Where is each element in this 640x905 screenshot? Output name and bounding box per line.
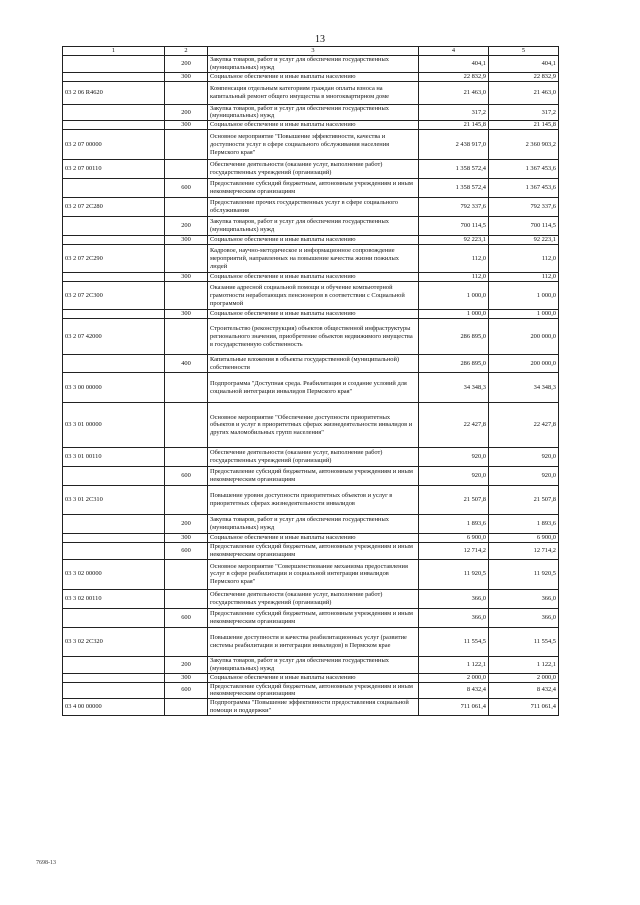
table-row: [63, 355, 559, 373]
row-amount-col5: 8 432,4: [489, 682, 559, 699]
table-row: [63, 72, 559, 81]
row-amount-col5: 1 000,0: [489, 310, 559, 319]
row-expense-type: [165, 198, 208, 217]
table-row: [63, 608, 559, 627]
row-name: Предоставление прочих государственных услуг в сфере социального обслуживания: [208, 198, 419, 217]
row-amount-col4: 2 000,0: [419, 673, 489, 682]
row-expense-type: [165, 319, 208, 355]
row-amount-col5: 711 061,4: [489, 699, 559, 716]
row-code: [63, 121, 165, 130]
row-expense-type: 200: [165, 217, 208, 236]
row-amount-col5: 21 463,0: [489, 81, 559, 104]
row-amount-col5: 34 348,3: [489, 373, 559, 403]
row-expense-type: 300: [165, 273, 208, 282]
row-amount-col5: 920,0: [489, 467, 559, 486]
row-amount-col5: 366,0: [489, 608, 559, 627]
row-amount-col4: 6 900,0: [419, 534, 489, 543]
row-name: Предоставление субсидий бюджетным, автономным учреждениям и иным некоммерческим организациям: [208, 682, 419, 699]
table-row: [63, 198, 559, 217]
row-code: [63, 310, 165, 319]
table-row: [63, 627, 559, 656]
row-code: [63, 56, 165, 73]
row-expense-type: [165, 589, 208, 608]
row-code: [63, 236, 165, 245]
row-name: Основное мероприятие "Повышение эффективности, качества и доступности услуг в сфере социального обслуживания населения Пермского края": [208, 130, 419, 160]
table-row: [63, 486, 559, 515]
row-amount-col5: 366,0: [489, 589, 559, 608]
table-row: [63, 467, 559, 486]
row-code: 03 3 02 00110: [63, 589, 165, 608]
row-amount-col4: 700 114,5: [419, 217, 489, 236]
row-name: Подпрограмма "Доступная среда. Реабилитация и создание условий для социальной интеграции инвалидов Пермского края": [208, 373, 419, 403]
row-expense-type: 200: [165, 515, 208, 534]
row-expense-type: 600: [165, 179, 208, 198]
row-amount-col4: 11 920,5: [419, 559, 489, 589]
row-expense-type: [165, 627, 208, 656]
row-amount-col5: 200 000,0: [489, 355, 559, 373]
row-name: Социальное обеспечение и иные выплаты населению: [208, 673, 419, 682]
row-expense-type: 300: [165, 236, 208, 245]
row-amount-col4: 8 432,4: [419, 682, 489, 699]
row-expense-type: 300: [165, 534, 208, 543]
row-name: Оказание адресной социальной помощи и обучение компьютерной грамотности неработающих пенсионеров в соответствии с Социальной программой: [208, 282, 419, 310]
row-amount-col4: 1 122,1: [419, 656, 489, 673]
table-row: [63, 245, 559, 273]
row-name: Социальное обеспечение и иные выплаты населению: [208, 72, 419, 81]
row-amount-col4: 711 061,4: [419, 699, 489, 716]
row-expense-type: 300: [165, 72, 208, 81]
row-code: 03 3 01 00000: [63, 403, 165, 448]
row-name: Социальное обеспечение и иные выплаты населению: [208, 236, 419, 245]
row-name: Предоставление субсидий бюджетным, автономным учреждениям и иным некоммерческим организациям: [208, 467, 419, 486]
row-amount-col5: 1 367 453,6: [489, 179, 559, 198]
row-name: Повышение уровня доступности приоритетных объектов и услуг в приоритетных сферах жизнедеятельности инвалидов: [208, 486, 419, 515]
row-code: 03 4 00 00000: [63, 699, 165, 716]
table-row: [63, 515, 559, 534]
row-amount-col5: 2 360 903,2: [489, 130, 559, 160]
row-name: Предоставление субсидий бюджетным, автономным учреждениям и иным некоммерческим организациям: [208, 543, 419, 560]
table-row: [63, 81, 559, 104]
row-code: [63, 104, 165, 121]
row-amount-col5: 6 900,0: [489, 534, 559, 543]
row-amount-col5: 404,1: [489, 56, 559, 73]
table-row: [63, 448, 559, 467]
row-expense-type: [165, 160, 208, 179]
column-header: 3: [208, 47, 419, 56]
row-code: 03 3 02 00000: [63, 559, 165, 589]
row-amount-col5: 792 337,6: [489, 198, 559, 217]
table-row: [63, 130, 559, 160]
row-code: [63, 355, 165, 373]
row-amount-col5: 11 920,5: [489, 559, 559, 589]
row-amount-col4: 366,0: [419, 589, 489, 608]
row-name: Обеспечение деятельности (оказание услуг, выполнение работ) государственных учреждений (организаций): [208, 448, 419, 467]
row-amount-col4: 22 427,8: [419, 403, 489, 448]
budget-table: [62, 46, 559, 716]
row-amount-col4: 404,1: [419, 56, 489, 73]
row-name: Закупка товаров, работ и услуг для обеспечения государственных (муниципальных) нужд: [208, 656, 419, 673]
column-header: 1: [63, 47, 165, 56]
row-amount-col4: 286 895,0: [419, 319, 489, 355]
row-amount-col4: 21 507,8: [419, 486, 489, 515]
row-expense-type: [165, 282, 208, 310]
row-expense-type: [165, 448, 208, 467]
table-row: [63, 104, 559, 121]
row-expense-type: 200: [165, 656, 208, 673]
row-expense-type: [165, 245, 208, 273]
row-amount-col4: 34 348,3: [419, 373, 489, 403]
row-code: 03 3 01 00110: [63, 448, 165, 467]
table-row: [63, 589, 559, 608]
row-amount-col5: 200 000,0: [489, 319, 559, 355]
row-name: Социальное обеспечение и иные выплаты населению: [208, 121, 419, 130]
row-code: [63, 467, 165, 486]
row-code: 03 3 01 2С310: [63, 486, 165, 515]
table-row: [63, 236, 559, 245]
row-name: Повышение доступности и качества реабилитационных услуг (развитие системы реабилитации и интеграции инвалидов) в Пермском крае: [208, 627, 419, 656]
row-name: Предоставление субсидий бюджетным, автономным учреждениям и иным некоммерческим организациям: [208, 179, 419, 198]
table-row: [63, 534, 559, 543]
row-amount-col4: 1 358 572,4: [419, 179, 489, 198]
row-name: Социальное обеспечение и иные выплаты населению: [208, 273, 419, 282]
row-code: [63, 673, 165, 682]
row-amount-col4: 1 000,0: [419, 310, 489, 319]
row-code: [63, 179, 165, 198]
row-name: Закупка товаров, работ и услуг для обеспечения государственных (муниципальных) нужд: [208, 104, 419, 121]
row-amount-col4: 2 438 917,0: [419, 130, 489, 160]
row-name: Закупка товаров, работ и услуг для обеспечения государственных (муниципальных) нужд: [208, 515, 419, 534]
row-code: 03 3 00 00000: [63, 373, 165, 403]
row-amount-col5: 22 832,9: [489, 72, 559, 81]
document-code: 7698-13: [36, 860, 56, 866]
table-row: [63, 56, 559, 73]
row-name: Обеспечение деятельности (оказание услуг, выполнение работ) государственных учреждений (организаций): [208, 589, 419, 608]
row-amount-col5: 1 000,0: [489, 282, 559, 310]
table-header-row: [63, 47, 559, 56]
row-expense-type: [165, 130, 208, 160]
row-amount-col4: 920,0: [419, 448, 489, 467]
row-code: 03 2 07 00000: [63, 130, 165, 160]
row-expense-type: [165, 373, 208, 403]
row-expense-type: 200: [165, 56, 208, 73]
row-code: 03 2 07 42000: [63, 319, 165, 355]
row-name: Закупка товаров, работ и услуг для обеспечения государственных (муниципальных) нужд: [208, 56, 419, 73]
row-expense-type: 600: [165, 608, 208, 627]
column-header: 2: [165, 47, 208, 56]
row-expense-type: 600: [165, 543, 208, 560]
row-amount-col5: 1 893,6: [489, 515, 559, 534]
row-expense-type: [165, 403, 208, 448]
column-header: 5: [489, 47, 559, 56]
row-amount-col4: 112,0: [419, 273, 489, 282]
row-amount-col4: 317,2: [419, 104, 489, 121]
row-code: [63, 534, 165, 543]
row-code: 03 2 07 2С280: [63, 198, 165, 217]
row-code: [63, 72, 165, 81]
table-row: [63, 319, 559, 355]
row-name: Социальное обеспечение и иные выплаты населению: [208, 534, 419, 543]
row-expense-type: [165, 699, 208, 716]
row-expense-type: 600: [165, 682, 208, 699]
table-row: [63, 673, 559, 682]
row-amount-col5: 21 507,8: [489, 486, 559, 515]
row-amount-col4: 366,0: [419, 608, 489, 627]
row-amount-col4: 1 000,0: [419, 282, 489, 310]
row-amount-col4: 12 714,2: [419, 543, 489, 560]
row-name: Предоставление субсидий бюджетным, автономным учреждениям и иным некоммерческим организациям: [208, 608, 419, 627]
row-expense-type: 200: [165, 104, 208, 121]
row-amount-col5: 11 554,5: [489, 627, 559, 656]
table-row: [63, 160, 559, 179]
row-amount-col4: 1 893,6: [419, 515, 489, 534]
page-number: 13: [315, 34, 325, 45]
table-row: [63, 682, 559, 699]
row-amount-col5: 112,0: [489, 245, 559, 273]
row-amount-col4: 1 358 572,4: [419, 160, 489, 179]
row-code: [63, 682, 165, 699]
table-row: [63, 217, 559, 236]
table-row: [63, 699, 559, 716]
row-amount-col5: 2 000,0: [489, 673, 559, 682]
row-amount-col4: 11 554,5: [419, 627, 489, 656]
row-amount-col4: 112,0: [419, 245, 489, 273]
row-amount-col5: 1 122,1: [489, 656, 559, 673]
row-amount-col4: 920,0: [419, 467, 489, 486]
row-code: [63, 273, 165, 282]
row-expense-type: 300: [165, 673, 208, 682]
row-amount-col5: 92 223,1: [489, 236, 559, 245]
row-expense-type: 600: [165, 467, 208, 486]
row-amount-col5: 22 427,8: [489, 403, 559, 448]
row-code: 03 3 02 2С320: [63, 627, 165, 656]
row-amount-col5: 1 367 453,6: [489, 160, 559, 179]
row-amount-col4: 22 832,9: [419, 72, 489, 81]
table-row: [63, 310, 559, 319]
row-code: [63, 217, 165, 236]
row-expense-type: [165, 486, 208, 515]
row-code: [63, 515, 165, 534]
row-amount-col4: 286 895,0: [419, 355, 489, 373]
row-expense-type: [165, 559, 208, 589]
row-amount-col4: 92 223,1: [419, 236, 489, 245]
table-row: [63, 559, 559, 589]
table-row: [63, 121, 559, 130]
row-code: [63, 656, 165, 673]
row-name: Основное мероприятие "Совершенствование механизма предоставления услуг в сфере реабилитации и социальной интеграции инвалидов Пермского края": [208, 559, 419, 589]
row-amount-col4: 21 463,0: [419, 81, 489, 104]
row-name: Строительство (реконструкция) объектов общественной инфраструктуры регионального значения, приобретение объектов недвижимого имущества в государственную собственность: [208, 319, 419, 355]
row-amount-col5: 12 714,2: [489, 543, 559, 560]
row-name: Закупка товаров, работ и услуг для обеспечения государственных (муниципальных) нужд: [208, 217, 419, 236]
row-name: Капитальные вложения в объекты государственной (муниципальной) собственности: [208, 355, 419, 373]
column-header: 4: [419, 47, 489, 56]
row-amount-col5: 21 145,8: [489, 121, 559, 130]
table-row: [63, 282, 559, 310]
row-code: 03 2 06 R4620: [63, 81, 165, 104]
row-code: 03 2 07 00110: [63, 160, 165, 179]
row-name: Кадровое, научно-методическое и информационное сопровождение мероприятий, направленных на повышение качества жизни пожилых людей: [208, 245, 419, 273]
row-amount-col4: 792 337,6: [419, 198, 489, 217]
row-expense-type: 400: [165, 355, 208, 373]
row-code: [63, 543, 165, 560]
table-row: [63, 656, 559, 673]
row-name: Компенсация отдельным категориям граждан оплаты взноса на капитальный ремонт общего имущества в многоквартирном доме: [208, 81, 419, 104]
row-code: 03 2 07 2С290: [63, 245, 165, 273]
table-row: [63, 273, 559, 282]
row-expense-type: 300: [165, 310, 208, 319]
table-row: [63, 543, 559, 560]
table-row: [63, 403, 559, 448]
row-amount-col5: 112,0: [489, 273, 559, 282]
row-amount-col5: 317,2: [489, 104, 559, 121]
table-row: [63, 373, 559, 403]
row-code: 03 2 07 2С300: [63, 282, 165, 310]
row-name: Социальное обеспечение и иные выплаты населению: [208, 310, 419, 319]
row-name: Основное мероприятие "Обеспечение доступности приоритетных объектов и услуг в приоритетных сферах жизнедеятельности инвалидов и других маломобильных групп населения": [208, 403, 419, 448]
row-amount-col5: 700 114,5: [489, 217, 559, 236]
row-amount-col5: 920,0: [489, 448, 559, 467]
row-expense-type: 300: [165, 121, 208, 130]
row-code: [63, 608, 165, 627]
row-name: Подпрограмма "Повышение эффективности предоставления социальной помощи и поддержки": [208, 699, 419, 716]
table-body: [63, 56, 559, 716]
table-row: [63, 179, 559, 198]
row-expense-type: [165, 81, 208, 104]
row-amount-col4: 21 145,8: [419, 121, 489, 130]
row-name: Обеспечение деятельности (оказание услуг, выполнение работ) государственных учреждений (организаций): [208, 160, 419, 179]
